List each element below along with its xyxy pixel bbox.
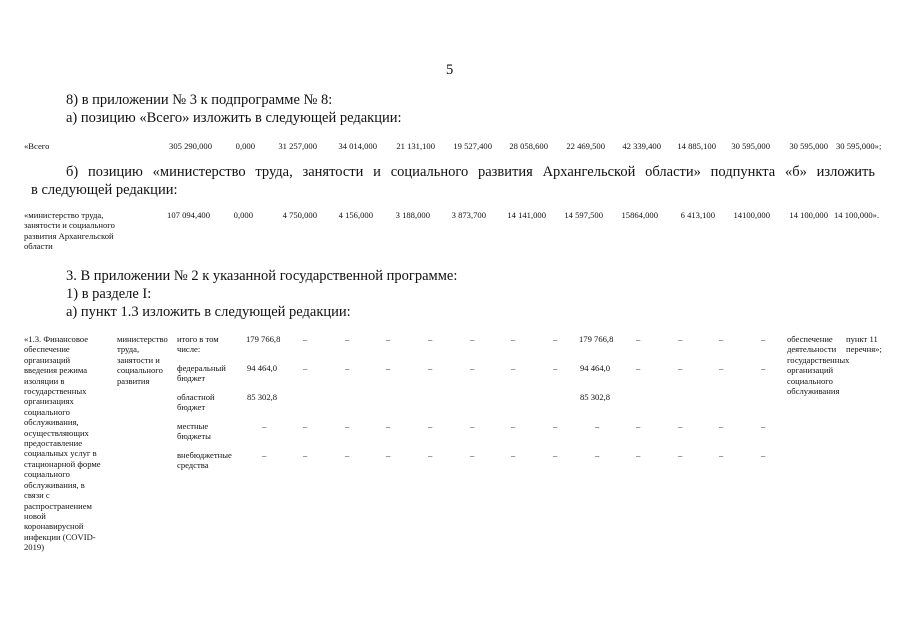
dash-cell: – — [553, 450, 558, 460]
point-1-3-executor: министерство труда, занятости и социального развития — [117, 334, 168, 386]
dash-cell: – — [470, 421, 475, 431]
dash-cell: – — [386, 363, 391, 373]
row-total-value: 31 257,000 — [278, 141, 317, 151]
item8-sub-b-line1: б) позицию «министерство труда, занятости и социального развития Архангельской области» подпункта «б» изложить — [66, 164, 875, 180]
row-total-value: 14 885,100 — [677, 141, 716, 151]
row-total-value: 34 014,000 — [338, 141, 377, 151]
row-ministry-value: 4 156,000 — [338, 210, 373, 220]
item8-sub-a: а) позицию «Всего» изложить в следующей редакции: — [66, 110, 402, 126]
row-total-value: 30 595,000»; — [836, 141, 882, 151]
funding-source: итого в том числе: — [177, 334, 219, 355]
row-total-value: 21 131,100 — [396, 141, 435, 151]
dash-cell: – — [511, 363, 516, 373]
funding-value: – — [262, 421, 267, 431]
dash-cell: – — [428, 421, 433, 431]
dash-cell: – — [511, 450, 516, 460]
row-total-value: 42 339,400 — [622, 141, 661, 151]
dash-cell: – — [719, 421, 724, 431]
dash-cell: – — [678, 334, 683, 344]
dash-cell: – — [345, 450, 350, 460]
dash-cell: – — [345, 363, 350, 373]
funding-source: внебюджетные средства — [177, 450, 232, 471]
row-ministry-value: 3 188,000 — [395, 210, 430, 220]
funding-source: местные бюджеты — [177, 421, 211, 442]
row-total-label: «Всего — [24, 141, 50, 151]
item8-sub-b-line2: в следующей редакции: — [31, 182, 178, 198]
dash-cell: – — [428, 363, 433, 373]
row-ministry-value: 107 094,400 — [167, 210, 210, 220]
dash-cell: – — [386, 421, 391, 431]
dash-cell: – — [678, 421, 683, 431]
row-total-value: 30 595,000 — [789, 141, 828, 151]
funding-value: – — [595, 450, 600, 460]
row-total-value: 30 595,000 — [731, 141, 770, 151]
row-total-value: 19 527,400 — [453, 141, 492, 151]
dash-cell: – — [761, 363, 766, 373]
row-total-value: 0,000 — [235, 141, 255, 151]
dash-cell: – — [511, 334, 516, 344]
dash-cell: – — [761, 334, 766, 344]
dash-cell: – — [470, 450, 475, 460]
item3-heading: 3. В приложении № 2 к указанной государственной программе: — [66, 268, 458, 284]
dash-cell: – — [636, 450, 641, 460]
row-ministry-value: 0,000 — [233, 210, 253, 220]
dash-cell: – — [386, 450, 391, 460]
dash-cell: – — [719, 363, 724, 373]
dash-cell: – — [553, 363, 558, 373]
item8-heading: 8) в приложении № 3 к подпрограмме № 8: — [66, 92, 333, 108]
dash-cell: – — [636, 334, 641, 344]
dash-cell: – — [678, 363, 683, 373]
reference-link: пункт 11 перечня»; — [846, 334, 882, 355]
row-ministry-value: 14100,000 — [733, 210, 770, 220]
dash-cell: – — [511, 421, 516, 431]
dash-cell: – — [761, 421, 766, 431]
row-total-value: 28 058,600 — [509, 141, 548, 151]
dash-cell: – — [719, 450, 724, 460]
funding-value: – — [595, 421, 600, 431]
point-1-3-description: «1.3. Финансовое обеспечение организаций введения режима изоляции в государственных организациях социального обслуживания, осуществляющих предоставление социальных услуг в стационарной форме социального обслуживания, в связи с распространением новой коронавирусной инфекции (COVID-2019) — [24, 334, 101, 553]
funding-value: 85 302,8 — [580, 392, 611, 402]
row-ministry-value: 6 413,100 — [680, 210, 715, 220]
row-ministry-label: «министерство труда, занятости и социального развития Архангельской области — [24, 210, 115, 252]
dash-cell: – — [303, 421, 308, 431]
dash-cell: – — [303, 450, 308, 460]
dash-cell: – — [636, 363, 641, 373]
funding-value: 179 766,8 — [246, 334, 281, 344]
dash-cell: – — [428, 334, 433, 344]
row-ministry-value: 3 873,700 — [451, 210, 486, 220]
funding-source: областной бюджет — [177, 392, 215, 413]
funding-value: 179 766,8 — [579, 334, 614, 344]
funding-value: 85 302,8 — [247, 392, 278, 402]
funding-value: – — [262, 450, 267, 460]
row-ministry-value: 14 141,000 — [507, 210, 546, 220]
row-total-value: 22 469,500 — [566, 141, 605, 151]
dash-cell: – — [719, 334, 724, 344]
dash-cell: – — [553, 334, 558, 344]
row-ministry-value: 4 750,000 — [282, 210, 317, 220]
row-ministry-value: 14 100,000 — [789, 210, 828, 220]
dash-cell: – — [386, 334, 391, 344]
dash-cell: – — [303, 363, 308, 373]
dash-cell: – — [636, 421, 641, 431]
dash-cell: – — [470, 363, 475, 373]
funding-value: 94 464,0 — [580, 363, 611, 373]
expected-result: обеспечение деятельности государственных организаций социального обслуживания — [787, 334, 850, 397]
item3-sub-1: 1) в разделе I: — [66, 286, 152, 302]
page-number: 5 — [446, 62, 454, 78]
item3-sub-a: а) пункт 1.3 изложить в следующей редакции: — [66, 304, 351, 320]
row-ministry-value: 15864,000 — [621, 210, 658, 220]
dash-cell: – — [553, 421, 558, 431]
dash-cell: – — [678, 450, 683, 460]
dash-cell: – — [303, 334, 308, 344]
row-ministry-value: 14 597,500 — [564, 210, 603, 220]
dash-cell: – — [428, 450, 433, 460]
row-ministry-value: 14 100,000». — [834, 210, 880, 220]
row-total-value: 305 290,000 — [169, 141, 212, 151]
dash-cell: – — [761, 450, 766, 460]
funding-value: 94 464,0 — [247, 363, 278, 373]
dash-cell: – — [470, 334, 475, 344]
dash-cell: – — [345, 334, 350, 344]
funding-source: федеральный бюджет — [177, 363, 226, 384]
dash-cell: – — [345, 421, 350, 431]
